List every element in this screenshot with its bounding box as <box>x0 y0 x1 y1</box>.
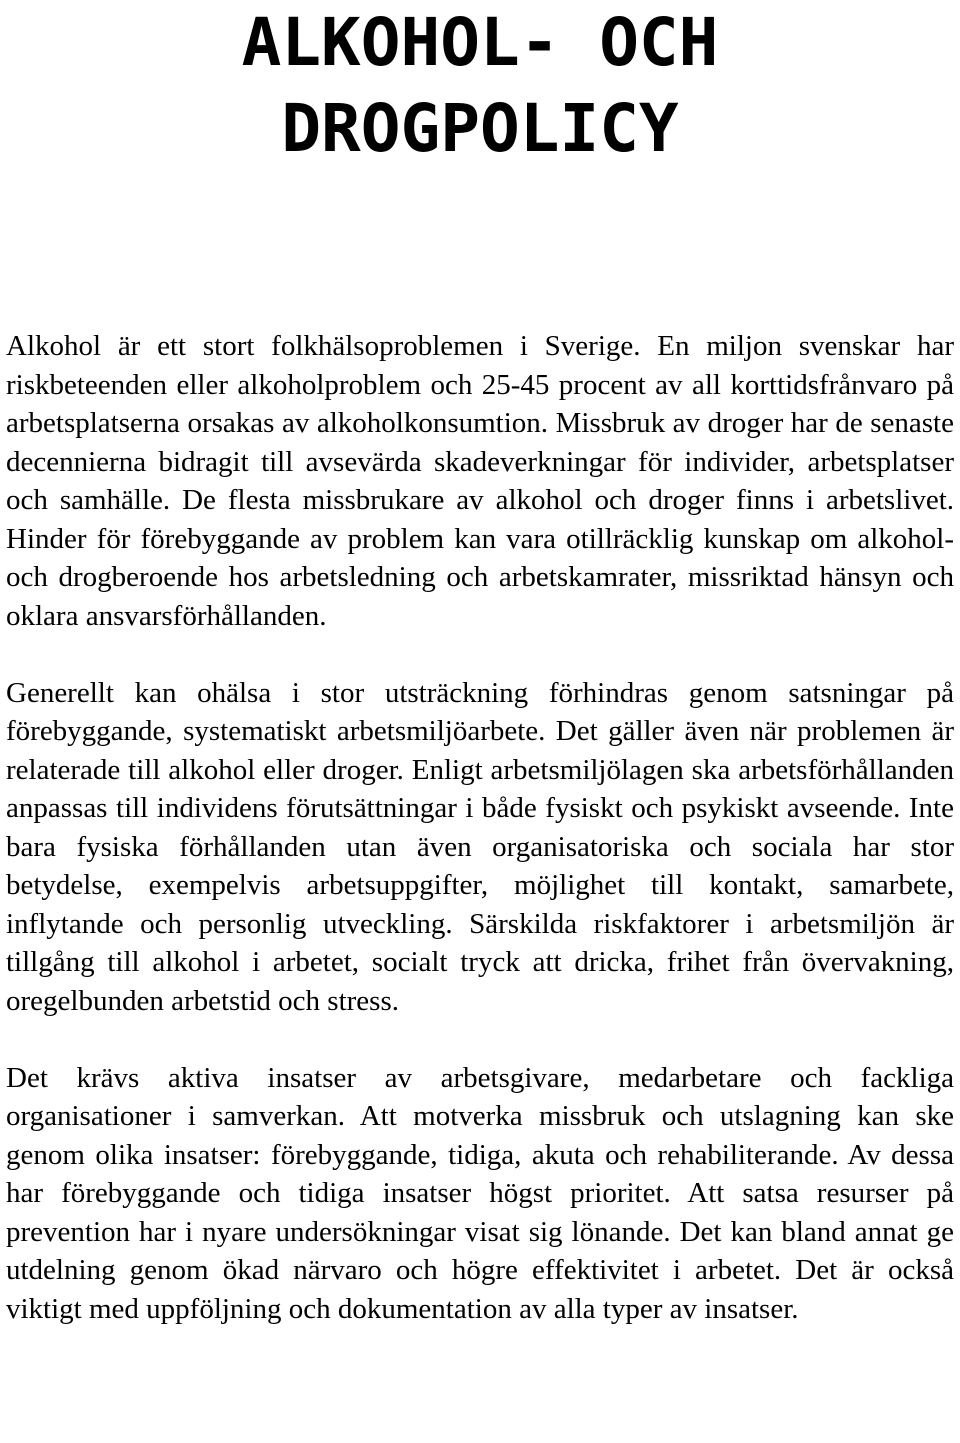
paragraph-alcohol-problems: Alkohol är ett stort folkhälsoproblemen i Sverige. En miljon svenskar har riskbeteenden eller alkoholproblem och 25-45 procent av all korttidsfrånvaro på arbetsplatserna orsakas av alkoholkonsumtion. Missbruk av droger har de senaste decennierna bidragit till avsevärda skadeverkningar för individer, arbetsplatser och samhälle. De flesta missbrukare av alkohol och droger finns i arbetslivet. Hinder för förebyggande av problem kan vara otillräcklig kunskap om alkohol- och drogberoende hos arbetsledning och arbetskamrater, missriktad hänsyn och oklara ansvarsförhållanden. <box>6 330 954 632</box>
title-line-2: DROGPOLICY <box>281 90 679 167</box>
title-line-1: ALKOHOL- OCH <box>241 4 719 81</box>
paragraph-active-measures: Det krävs aktiva insatser av arbetsgivare, medarbetare och fackliga organisationer i samverkan. Att motverka missbruk och utslagning kan ske genom olika insatser: förebyggande, tidiga, akuta och rehabiliterande. Av dessa har förebyggande och tidiga insatser högst prioritet. Att satsa resurser på prevention har i nyare undersökningar visat sig lönande. Det kan bland annat ge utdelning genom ökad närvaro och högre effektivitet i arbetet. Det är också viktigt med uppföljning och dokumentation av alla typer av insatser. <box>6 1061 954 1325</box>
document-body <box>6 327 954 1328</box>
paragraph-work-environment: Generellt kan ohälsa i stor utsträckning förhindras genom satsningar på förebyggande, systematiskt arbetsmiljöarbete. Det gäller även när problemen är relaterade till alkohol eller droger. Enligt arbetsmiljölagen ska arbetsförhållanden anpassas till individens förutsättningar i både fysiskt och psykiskt avseende. Inte bara fysiska förhållanden utan även organisatoriska och sociala har stor betydelse, exempelvis arbetsuppgifter, möjlighet till kontakt, samarbete, inflytande och personlig utveckling. Särskilda riskfaktorer i arbetsmiljön är tillgång till alkohol i arbetet, socialt tryck att dricka, frihet från övervakning, oregelbunden arbetstid och stress. <box>6 676 954 1017</box>
document-page <box>6 0 954 1325</box>
document-title <box>6 0 954 172</box>
